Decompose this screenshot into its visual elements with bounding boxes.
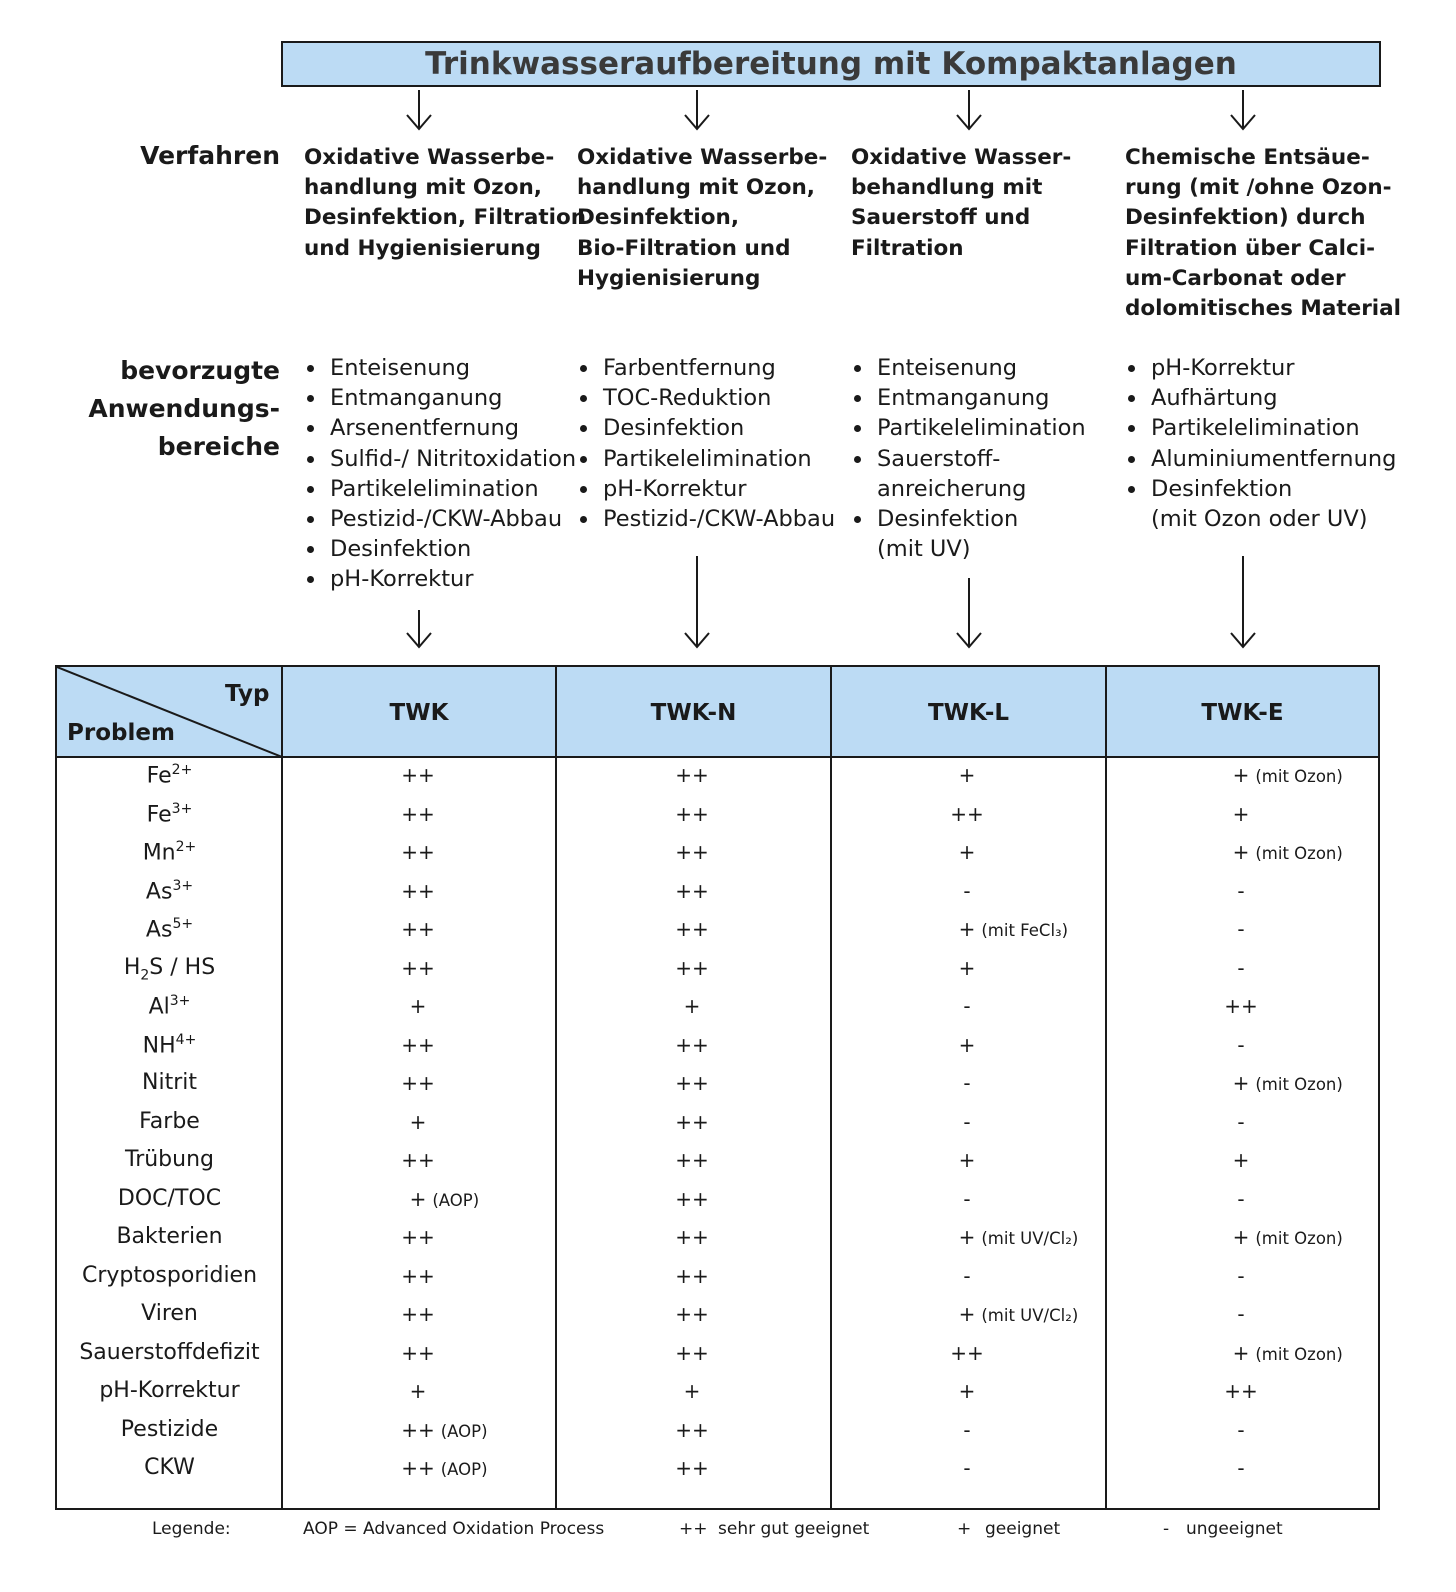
application-list (851, 353, 1121, 564)
rating-cell (401, 1033, 435, 1057)
rating-symbol: + (409, 994, 427, 1018)
rating-symbol: ++ (401, 801, 435, 826)
process-description-line: Sauerstoff und (851, 205, 1031, 231)
rating-cell (959, 1302, 1079, 1326)
problem-label: Farbe (139, 1108, 200, 1134)
rating-note: (mit Ozon) (1255, 767, 1343, 786)
application-item: Partikelelimination (577, 444, 847, 474)
rating-symbol: ++ (1224, 994, 1258, 1018)
rating-symbol: - (963, 1456, 971, 1480)
column-divider (555, 667, 557, 1508)
rating-cell (963, 1187, 970, 1211)
rating-cell (1237, 879, 1244, 903)
rating-cell (963, 1071, 970, 1095)
rating-symbol: - (1237, 1302, 1245, 1326)
rating-cell (675, 1302, 709, 1326)
rating-symbol: + (1232, 1225, 1250, 1249)
application-item: Enteisenung (851, 353, 1121, 383)
problem-label: Pestizide (120, 1416, 219, 1442)
process-description-line: Filtration (851, 235, 964, 261)
rating-cell (1237, 956, 1244, 980)
problem-label: CKW (144, 1455, 195, 1480)
rating-cell (401, 956, 435, 980)
rating-symbol: ++ (401, 878, 435, 903)
application-item: Arsenentfernung (304, 413, 574, 443)
rating-cell (675, 917, 709, 941)
problem-label: $NH^{4+}$ (142, 1031, 197, 1058)
rating-cell (401, 763, 435, 787)
rating-symbol: - (1237, 878, 1245, 903)
rating-symbol: ++ (401, 840, 435, 864)
application-item: Sulfid-/ Nitritoxidation (304, 444, 574, 474)
rating-symbol: + (683, 994, 701, 1018)
process-description (304, 143, 587, 264)
process-description-line: Chemische Entsäue- (1125, 145, 1370, 170)
anwendungsbereiche-label (60, 352, 280, 466)
rating-symbol: ++ (675, 1186, 709, 1211)
rating-note: (mit Ozon) (1255, 844, 1343, 863)
rating-symbol: - (1237, 955, 1245, 980)
rating-cell (675, 956, 709, 980)
rating-cell (675, 1225, 709, 1249)
legend-aop: AOP = Advanced Oxidation Process (303, 1519, 605, 1539)
application-list (577, 353, 847, 534)
rating-cell (401, 840, 435, 864)
process-description-line: behandlung mit (851, 175, 1043, 201)
rating-cell (410, 994, 427, 1018)
rating-symbol: ++ (675, 801, 709, 826)
process-description-line: Hygienisierung (577, 265, 761, 291)
rating-cell (1237, 1110, 1244, 1134)
rating-symbol: ++ (401, 917, 435, 941)
rating-symbol: + (958, 917, 976, 941)
application-item: Partikelelimination (304, 474, 574, 504)
application-item: Partikelelimination (1125, 413, 1395, 443)
process-description-line: Desinfektion) durch (1125, 205, 1366, 231)
rating-note: (AOP) (440, 1460, 488, 1479)
rating-symbol: + (1232, 801, 1250, 826)
rating-cell (675, 802, 709, 826)
problem-label: $Al^{3+}$ (148, 993, 191, 1020)
corner-typ-label: Typ (225, 681, 270, 707)
rating-cell (963, 1110, 970, 1134)
rating-note: (mit Ozon) (1255, 1075, 1343, 1094)
rating-cell (950, 1341, 984, 1365)
legend-label: Legende: (152, 1519, 231, 1539)
application-item: pH-Korrektur (1125, 353, 1395, 383)
problem-label: Sauerstoffdefizit (79, 1339, 260, 1365)
process-description (577, 143, 842, 294)
rating-note: (mit UV/Cl₂) (981, 1306, 1079, 1325)
process-description-line: rung (mit /ohne Ozon- (1125, 175, 1392, 201)
rating-symbol: + (683, 1379, 701, 1403)
rating-cell (401, 1418, 487, 1442)
application-item: Entmanganung (851, 383, 1121, 413)
rating-symbol: - (963, 994, 971, 1018)
process-description (851, 143, 1116, 264)
process-description-line: und Hygienisierung (304, 235, 541, 261)
rating-symbol: - (1237, 917, 1245, 941)
application-item: pH-Korrektur (304, 564, 574, 594)
rating-symbol: ++ (675, 1032, 709, 1057)
rating-cell (1233, 840, 1343, 864)
application-item: Pestizid-/CKW-Abbau (304, 504, 574, 534)
process-description-line: Oxidative Wasserbe- (577, 145, 828, 170)
rating-symbol: ++ (675, 1302, 709, 1326)
process-description-line: Desinfektion, Filtration (304, 205, 587, 231)
rating-cell (675, 763, 709, 787)
process-description-line: Bio-Filtration und (577, 235, 791, 261)
rating-cell (1224, 994, 1258, 1018)
rating-symbol: + (1232, 840, 1250, 864)
rating-symbol: ++ (675, 1340, 709, 1365)
rating-cell (410, 1187, 480, 1211)
rating-cell (959, 1379, 976, 1403)
rating-symbol: + (409, 1109, 427, 1134)
rating-cell (675, 1418, 709, 1442)
application-item-continuation: (mit Ozon oder UV) (1151, 506, 1368, 533)
legend-m-text: ungeeignet (1186, 1519, 1283, 1539)
rating-cell (959, 956, 976, 980)
rating-cell (410, 1379, 427, 1403)
rating-symbol: ++ (401, 1071, 435, 1095)
process-description-line: dolomitisches Material (1125, 296, 1402, 322)
column-divider (1105, 667, 1107, 1508)
rating-symbol: - (1237, 1109, 1245, 1134)
rating-symbol: ++ (401, 1340, 435, 1365)
rating-symbol: ++ (675, 840, 709, 864)
application-item: Pestizid-/CKW-Abbau (577, 504, 847, 534)
rating-symbol: + (1232, 1071, 1250, 1095)
column-divider (830, 667, 832, 1508)
rating-cell (963, 994, 970, 1018)
rating-symbol: - (1237, 1032, 1245, 1057)
problem-label: pH-Korrektur (99, 1378, 240, 1403)
rating-symbol: + (1232, 763, 1250, 787)
problem-label: Nitrit (142, 1070, 197, 1095)
rating-symbol: ++ (950, 801, 984, 826)
rating-cell (1233, 802, 1250, 826)
rating-cell (410, 1110, 427, 1134)
rating-symbol: ++ (401, 1263, 435, 1288)
rating-cell (1237, 1302, 1244, 1326)
rating-symbol: + (409, 1379, 427, 1403)
rating-symbol: + (1232, 1340, 1250, 1365)
rating-symbol: + (958, 840, 976, 864)
rating-cell (1233, 1071, 1343, 1095)
rating-symbol: ++ (675, 1225, 709, 1249)
rating-symbol: + (958, 1225, 976, 1249)
rating-symbol: ++ (401, 1456, 435, 1480)
application-item: Partikelelimination (851, 413, 1121, 443)
rating-symbol: ++ (401, 1148, 435, 1172)
rating-cell (401, 879, 435, 903)
rating-cell (675, 1341, 709, 1365)
bereiche-label-line: bevorzugte (120, 356, 280, 385)
rating-cell (1237, 1456, 1244, 1480)
rating-cell (401, 1071, 435, 1095)
rating-cell (401, 1225, 435, 1249)
legend-pp-symbol: ++ (679, 1519, 708, 1539)
rating-note: (mit UV/Cl₂) (981, 1229, 1079, 1248)
rating-cell (1237, 1418, 1244, 1442)
verfahren-label: Verfahren (140, 141, 280, 170)
rating-symbol: - (963, 878, 971, 903)
type-header-twk-l: TWK-L (927, 699, 1010, 726)
rating-symbol: ++ (675, 763, 709, 787)
legend-p-symbol: + (957, 1519, 972, 1539)
application-item: TOC-Reduktion (577, 383, 847, 413)
rating-cell (675, 1456, 709, 1480)
process-description-line: Oxidative Wasserbe- (304, 145, 555, 170)
rating-symbol: ++ (1224, 1379, 1258, 1403)
problem-label: Viren (141, 1301, 198, 1326)
rating-cell (963, 1456, 970, 1480)
rating-symbol: ++ (675, 917, 709, 941)
rating-symbol: ++ (401, 1302, 435, 1326)
process-description-line: Oxidative Wasser- (851, 145, 1072, 170)
rating-cell (675, 879, 709, 903)
application-item: Desinfektion (577, 413, 847, 443)
rating-cell (959, 917, 1068, 941)
rating-cell (401, 917, 435, 941)
rating-symbol: ++ (675, 1263, 709, 1288)
rating-symbol: ++ (675, 1071, 709, 1095)
rating-symbol: - (1237, 1186, 1245, 1211)
rating-cell (1233, 1148, 1250, 1172)
rating-cell (963, 1264, 970, 1288)
rating-note: (mit FeCl₃) (981, 921, 1069, 940)
application-item: pH-Korrektur (577, 474, 847, 504)
rating-cell (1224, 1379, 1258, 1403)
problem-label: $Fe^{2+}$ (146, 762, 193, 789)
type-header-twk: TWK (389, 699, 449, 726)
rating-cell (1237, 1033, 1244, 1057)
rating-cell (675, 1110, 709, 1134)
rating-cell (401, 1302, 435, 1326)
application-list (1125, 353, 1395, 534)
legend-pp-text: sehr gut geeignet (718, 1519, 870, 1539)
process-description-line: handlung mit Ozon, (304, 175, 542, 201)
rating-cell (959, 1033, 976, 1057)
rating-note: (mit Ozon) (1255, 1344, 1343, 1364)
rating-cell (401, 1456, 487, 1480)
rating-symbol: ++ (675, 878, 709, 903)
rating-symbol: + (409, 1186, 427, 1211)
rating-symbol: ++ (401, 955, 435, 980)
rating-symbol: ++ (675, 1417, 709, 1442)
rating-note: (mit Ozon) (1255, 1229, 1343, 1248)
rating-note: (AOP) (440, 1421, 488, 1441)
rating-symbol: + (1232, 1148, 1250, 1172)
rating-symbol: - (963, 1109, 971, 1134)
rating-cell (959, 1225, 1079, 1249)
rating-cell (959, 1148, 976, 1172)
diagram-title: Trinkwasseraufbereitung mit Kompaktanlagen (281, 41, 1381, 87)
application-item-continuation: (mit UV) (877, 536, 971, 563)
rating-cell (401, 1341, 435, 1365)
application-item: Desinfektion (1125, 474, 1395, 504)
rating-cell (959, 840, 976, 864)
rating-cell (675, 1264, 709, 1288)
rating-cell (675, 840, 709, 864)
rating-symbol: ++ (675, 1109, 709, 1134)
rating-cell (675, 1148, 709, 1172)
rating-symbol: ++ (401, 1032, 435, 1057)
corner-problem-label: Problem (67, 720, 175, 746)
process-description-line: um-Carbonat oder (1125, 265, 1346, 291)
rating-cell (1233, 1341, 1343, 1365)
application-item: Farbentfernung (577, 353, 847, 383)
legend-p-text: geeignet (985, 1519, 1061, 1539)
application-list (304, 353, 577, 595)
rating-symbol: ++ (401, 1225, 435, 1249)
rating-cell (1237, 917, 1244, 941)
rating-symbol: + (958, 1302, 976, 1326)
rating-cell (1233, 763, 1343, 787)
rating-symbol: - (1237, 1417, 1245, 1442)
problem-label: Cryptosporidien (81, 1262, 258, 1288)
problem-label: $As^{5+}$ (145, 916, 194, 943)
bereiche-label-line: bereiche (157, 432, 280, 461)
application-item: Aluminiumentfernung (1125, 444, 1395, 474)
legend-m-symbol: - (1163, 1519, 1170, 1539)
application-item: Desinfektion (304, 534, 574, 564)
rating-symbol: ++ (675, 1456, 709, 1480)
problem-label: $Fe^{3+}$ (146, 800, 193, 827)
rating-cell (401, 1264, 435, 1288)
rating-symbol: + (958, 955, 976, 980)
process-description (1125, 143, 1402, 324)
rating-cell (401, 802, 435, 826)
rating-symbol: - (1237, 1456, 1245, 1480)
rating-symbol: + (958, 763, 976, 787)
process-description-line: Filtration über Calci- (1125, 235, 1376, 261)
rating-symbol: + (958, 1032, 976, 1057)
rating-symbol: - (1237, 1263, 1245, 1288)
comparison-table (55, 665, 1380, 1510)
type-header-twk-n: TWK-N (650, 699, 737, 726)
application-item: Enteisenung (304, 353, 574, 383)
rating-symbol: ++ (401, 763, 435, 787)
rating-symbol: ++ (950, 1340, 984, 1365)
rating-cell (675, 1187, 709, 1211)
type-header-twk-e: TWK-E (1201, 699, 1284, 726)
rating-cell (963, 879, 970, 903)
problem-label: Trübung (124, 1147, 214, 1172)
rating-symbol: - (963, 1186, 971, 1211)
rating-cell (401, 1148, 435, 1172)
rating-cell (684, 994, 701, 1018)
rating-cell (1237, 1264, 1244, 1288)
application-item-continuation: anreicherung (877, 475, 1027, 502)
rating-symbol: - (963, 1071, 971, 1095)
problem-label: $As^{3+}$ (145, 877, 194, 904)
application-item: Aufhärtung (1125, 383, 1395, 413)
rating-cell (963, 1418, 970, 1442)
rating-cell (959, 763, 976, 787)
rating-symbol: ++ (401, 1417, 435, 1442)
rating-note: (AOP) (432, 1190, 480, 1210)
application-item: Desinfektion (851, 504, 1121, 534)
rating-cell (675, 1071, 709, 1095)
process-description-line: handlung mit Ozon, (577, 175, 815, 201)
rating-cell (675, 1033, 709, 1057)
rating-symbol: ++ (675, 1148, 709, 1172)
process-description-line: Desinfektion, (577, 205, 740, 231)
rating-cell (1233, 1225, 1343, 1249)
rating-symbol: ++ (675, 955, 709, 980)
rating-symbol: - (963, 1263, 971, 1288)
application-item: Entmanganung (304, 383, 574, 413)
application-item: Sauerstoff- (851, 444, 1121, 474)
bereiche-label-line: Anwendungs- (88, 394, 280, 423)
rating-cell (1237, 1187, 1244, 1211)
rating-symbol: + (958, 1148, 976, 1172)
problem-label: Bakterien (116, 1224, 223, 1249)
rating-cell (684, 1379, 701, 1403)
rating-cell (950, 802, 984, 826)
problem-label: $H_2S$ / HS (123, 954, 216, 983)
rating-symbol: + (958, 1379, 976, 1403)
rating-symbol: - (963, 1417, 971, 1442)
problem-label: $Mn^{2+}$ (142, 839, 197, 866)
problem-label: DOC/TOC (117, 1185, 222, 1211)
